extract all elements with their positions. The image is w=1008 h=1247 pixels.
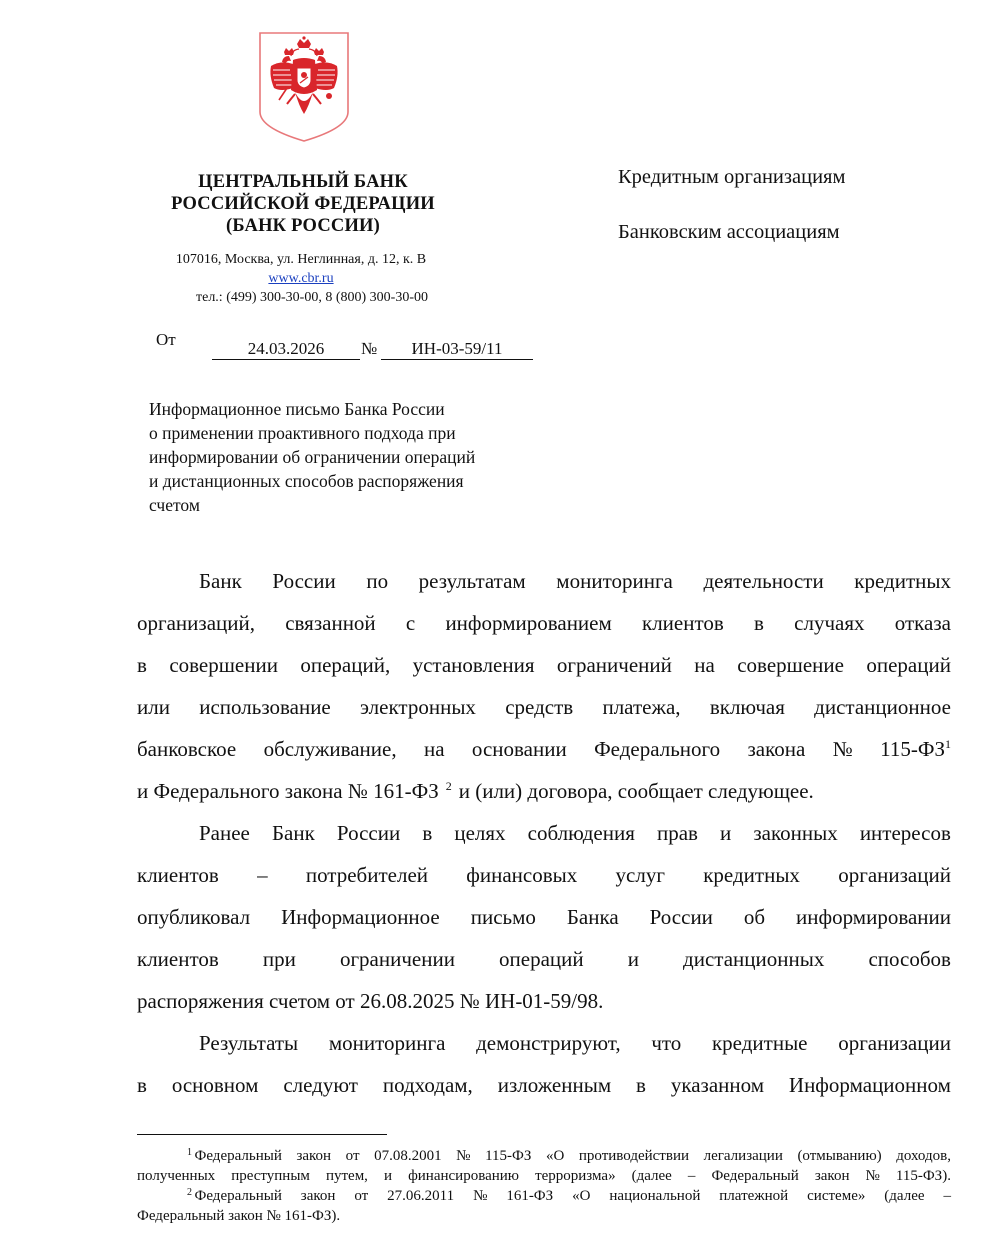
word: совершение bbox=[737, 653, 844, 677]
word: № bbox=[832, 737, 853, 761]
word: законных bbox=[753, 821, 838, 845]
word: $^1$ Федеральный bbox=[187, 1147, 282, 1164]
word: средств bbox=[505, 695, 574, 719]
word: организаций bbox=[838, 863, 951, 887]
word: кредитных bbox=[703, 863, 800, 887]
body-line bbox=[137, 644, 951, 686]
recipient-2: Банковским ассоциациям bbox=[618, 221, 840, 243]
word: Банка bbox=[566, 905, 619, 929]
recipient-1: Кредитным организациям bbox=[618, 166, 846, 188]
word: «О bbox=[572, 1188, 591, 1204]
word: 161-ФЗ bbox=[506, 1188, 554, 1204]
word: и bbox=[720, 821, 732, 845]
body-line-with-ref bbox=[137, 728, 951, 770]
word: на bbox=[423, 737, 445, 761]
word: Банк bbox=[199, 569, 242, 593]
word: способов bbox=[868, 947, 951, 971]
word: следуют bbox=[283, 1073, 358, 1097]
word: клиентов bbox=[137, 947, 219, 971]
word: письмо bbox=[470, 905, 536, 929]
word: прав bbox=[656, 821, 698, 845]
word: противодействии bbox=[578, 1148, 690, 1164]
footnote-ref-1[interactable]: 1 bbox=[944, 737, 951, 751]
recipients-block bbox=[618, 163, 845, 246]
word: $115-ФЗ^1$ bbox=[880, 737, 951, 761]
word: клиентов bbox=[642, 611, 724, 635]
word: электронных bbox=[360, 695, 476, 719]
word: национальной bbox=[609, 1188, 701, 1204]
body-line bbox=[137, 1064, 951, 1106]
body-line-text: и (или) договора, сообщает следующее. bbox=[458, 779, 814, 803]
word: ограничении bbox=[339, 947, 455, 971]
word: закона bbox=[747, 737, 806, 761]
word: (отмыванию) bbox=[797, 1148, 882, 1164]
word: Банк bbox=[271, 821, 315, 845]
bank-contacts bbox=[146, 250, 456, 307]
subject-line: счетом bbox=[149, 495, 200, 515]
footnote-number: 2 bbox=[187, 1187, 195, 1198]
word: информировании bbox=[796, 905, 951, 929]
word: и bbox=[383, 1168, 393, 1184]
word: или bbox=[137, 695, 170, 719]
word: с bbox=[405, 611, 416, 635]
word: Информационное bbox=[281, 905, 440, 929]
footnote-ref-2[interactable]: 2 bbox=[445, 779, 452, 793]
word: основании bbox=[471, 737, 567, 761]
word: Информационном bbox=[788, 1073, 951, 1097]
word: дистанционное bbox=[814, 695, 951, 719]
word: в bbox=[754, 611, 764, 635]
word: деятельности bbox=[703, 569, 824, 593]
body-line bbox=[137, 602, 951, 644]
word: закон bbox=[296, 1148, 332, 1164]
word: полученных bbox=[137, 1168, 216, 1184]
body-line-text: и Федерального закона № 161-ФЗ $^2$ bbox=[137, 779, 452, 803]
word: доходов, bbox=[896, 1148, 951, 1164]
word: основном bbox=[171, 1073, 259, 1097]
body-line bbox=[137, 686, 951, 728]
word: (далее bbox=[631, 1168, 672, 1184]
word: об bbox=[743, 905, 766, 929]
word: кредитных bbox=[854, 569, 951, 593]
word: результатам bbox=[418, 569, 526, 593]
word: соблюдения bbox=[527, 821, 635, 845]
word: потребителей bbox=[305, 863, 429, 887]
word: России bbox=[336, 821, 401, 845]
word: совершении bbox=[169, 653, 278, 677]
word: преступным bbox=[231, 1168, 310, 1184]
word: мониторинга bbox=[328, 1031, 446, 1055]
word: финансированию bbox=[408, 1168, 520, 1184]
word: платежа, bbox=[602, 695, 681, 719]
word: легализации bbox=[703, 1148, 783, 1164]
word: на bbox=[694, 653, 715, 677]
bank-name-line-2: РОССИЙСКОЙ ФЕДЕРАЦИИ bbox=[171, 194, 435, 214]
document-date: 24.03.2026 bbox=[212, 338, 360, 360]
word: случаях bbox=[794, 611, 865, 635]
word: 115-ФЗ). bbox=[895, 1168, 951, 1184]
word: что bbox=[651, 1031, 682, 1055]
word: № bbox=[865, 1168, 880, 1184]
footnote-2-line-1 bbox=[137, 1186, 951, 1206]
word: дистанционных bbox=[683, 947, 825, 971]
subject-line: информировании об ограничении операций bbox=[149, 447, 476, 467]
body-line bbox=[137, 560, 951, 602]
word: терроризма» bbox=[535, 1168, 616, 1184]
word: ограничений bbox=[556, 653, 672, 677]
body-line bbox=[137, 812, 951, 854]
footnote-number: 1 bbox=[187, 1147, 195, 1158]
body-line-with-ref bbox=[137, 770, 951, 812]
word: обслуживание, bbox=[263, 737, 397, 761]
bank-phones: тел.: (499) 300-30-00, 8 (800) 300-30-00 bbox=[195, 290, 428, 305]
word: информированием bbox=[445, 611, 612, 635]
word: операций, bbox=[300, 653, 391, 677]
word: включая bbox=[709, 695, 785, 719]
word: кредитные bbox=[711, 1031, 808, 1055]
bank-name-line-1: ЦЕНТРАЛЬНЫЙ БАНК bbox=[198, 172, 408, 192]
word: использование bbox=[199, 695, 331, 719]
bank-name bbox=[148, 171, 458, 237]
word: в bbox=[137, 1073, 147, 1097]
word: России bbox=[272, 569, 336, 593]
footnotes bbox=[137, 1146, 951, 1226]
word: организации bbox=[838, 1031, 951, 1055]
subject-line: и дистанционных способов распоряжения bbox=[149, 471, 464, 491]
body-line bbox=[137, 854, 951, 896]
word: установления bbox=[412, 653, 535, 677]
footnote-1-line-1 bbox=[137, 1146, 951, 1166]
word: целях bbox=[454, 821, 506, 845]
word: (далее bbox=[884, 1188, 925, 1204]
word: демонстрируют, bbox=[476, 1031, 621, 1055]
word: – bbox=[257, 863, 268, 887]
word: подходам, bbox=[382, 1073, 473, 1097]
number-label: № bbox=[361, 339, 378, 358]
word: в bbox=[636, 1073, 646, 1097]
word: в bbox=[137, 653, 147, 677]
word: организаций, bbox=[137, 611, 255, 635]
word: от bbox=[345, 1148, 360, 1164]
body-line bbox=[137, 938, 951, 980]
bank-address: 107016, Москва, ул. Неглинная, д. 12, к. В bbox=[175, 252, 427, 267]
subject-line: о применении проактивного подхода при bbox=[149, 423, 456, 443]
word: $^2$ Федеральный bbox=[187, 1187, 282, 1204]
word: опубликовал bbox=[137, 905, 251, 929]
word: Ранее bbox=[199, 821, 250, 845]
word: – bbox=[943, 1188, 951, 1204]
word: операций bbox=[866, 653, 951, 677]
word: указанном bbox=[670, 1073, 765, 1097]
bank-website-link[interactable]: www.cbr.ru bbox=[268, 271, 334, 286]
body-line: распоряжения счетом от 26.08.2025 № ИН-01-59/98. bbox=[137, 989, 604, 1013]
word: 07.08.2001 bbox=[374, 1148, 442, 1164]
from-label: От bbox=[156, 330, 176, 349]
word: «О bbox=[545, 1148, 565, 1164]
word: России bbox=[649, 905, 713, 929]
letter-body bbox=[137, 560, 951, 1106]
word: и bbox=[627, 947, 639, 971]
footnote-1-line-2 bbox=[137, 1166, 951, 1186]
document-number: ИН-03-59/11 bbox=[381, 338, 533, 360]
word: от bbox=[354, 1188, 369, 1204]
word: системе» bbox=[807, 1188, 866, 1204]
word: интересов bbox=[859, 821, 951, 845]
word: при bbox=[262, 947, 296, 971]
word: связанной bbox=[285, 611, 376, 635]
word: № bbox=[473, 1188, 488, 1204]
word: 115-ФЗ bbox=[485, 1148, 532, 1164]
word: путем, bbox=[325, 1168, 368, 1184]
footnote-separator bbox=[137, 1134, 387, 1135]
word: платежной bbox=[719, 1188, 789, 1204]
word: изложенным bbox=[497, 1073, 612, 1097]
word: в bbox=[422, 821, 433, 845]
word: клиентов bbox=[137, 863, 219, 887]
word: по bbox=[366, 569, 389, 593]
word: операций bbox=[499, 947, 584, 971]
body-line bbox=[137, 1022, 951, 1064]
coat-of-arms-icon bbox=[257, 30, 351, 144]
footnote-2-line-2: Федеральный закон № 161-ФЗ). bbox=[137, 1208, 341, 1224]
word: банковское bbox=[137, 737, 237, 761]
word: закон bbox=[814, 1168, 850, 1184]
word: № bbox=[456, 1148, 471, 1164]
word: закон bbox=[300, 1188, 336, 1204]
word: 27.06.2011 bbox=[387, 1188, 455, 1204]
word: мониторинга bbox=[556, 569, 673, 593]
word: услуг bbox=[615, 863, 665, 887]
word: финансовых bbox=[466, 863, 578, 887]
body-line bbox=[137, 896, 951, 938]
word: Федеральный bbox=[711, 1168, 799, 1184]
subject-line: Информационное письмо Банка России bbox=[149, 399, 445, 419]
word: Результаты bbox=[199, 1031, 299, 1055]
letter-subject bbox=[149, 397, 549, 517]
word: отказа bbox=[894, 611, 951, 635]
word: Федерального bbox=[594, 737, 721, 761]
bank-name-line-3: (БАНК РОССИИ) bbox=[225, 216, 380, 236]
word: – bbox=[687, 1168, 696, 1184]
